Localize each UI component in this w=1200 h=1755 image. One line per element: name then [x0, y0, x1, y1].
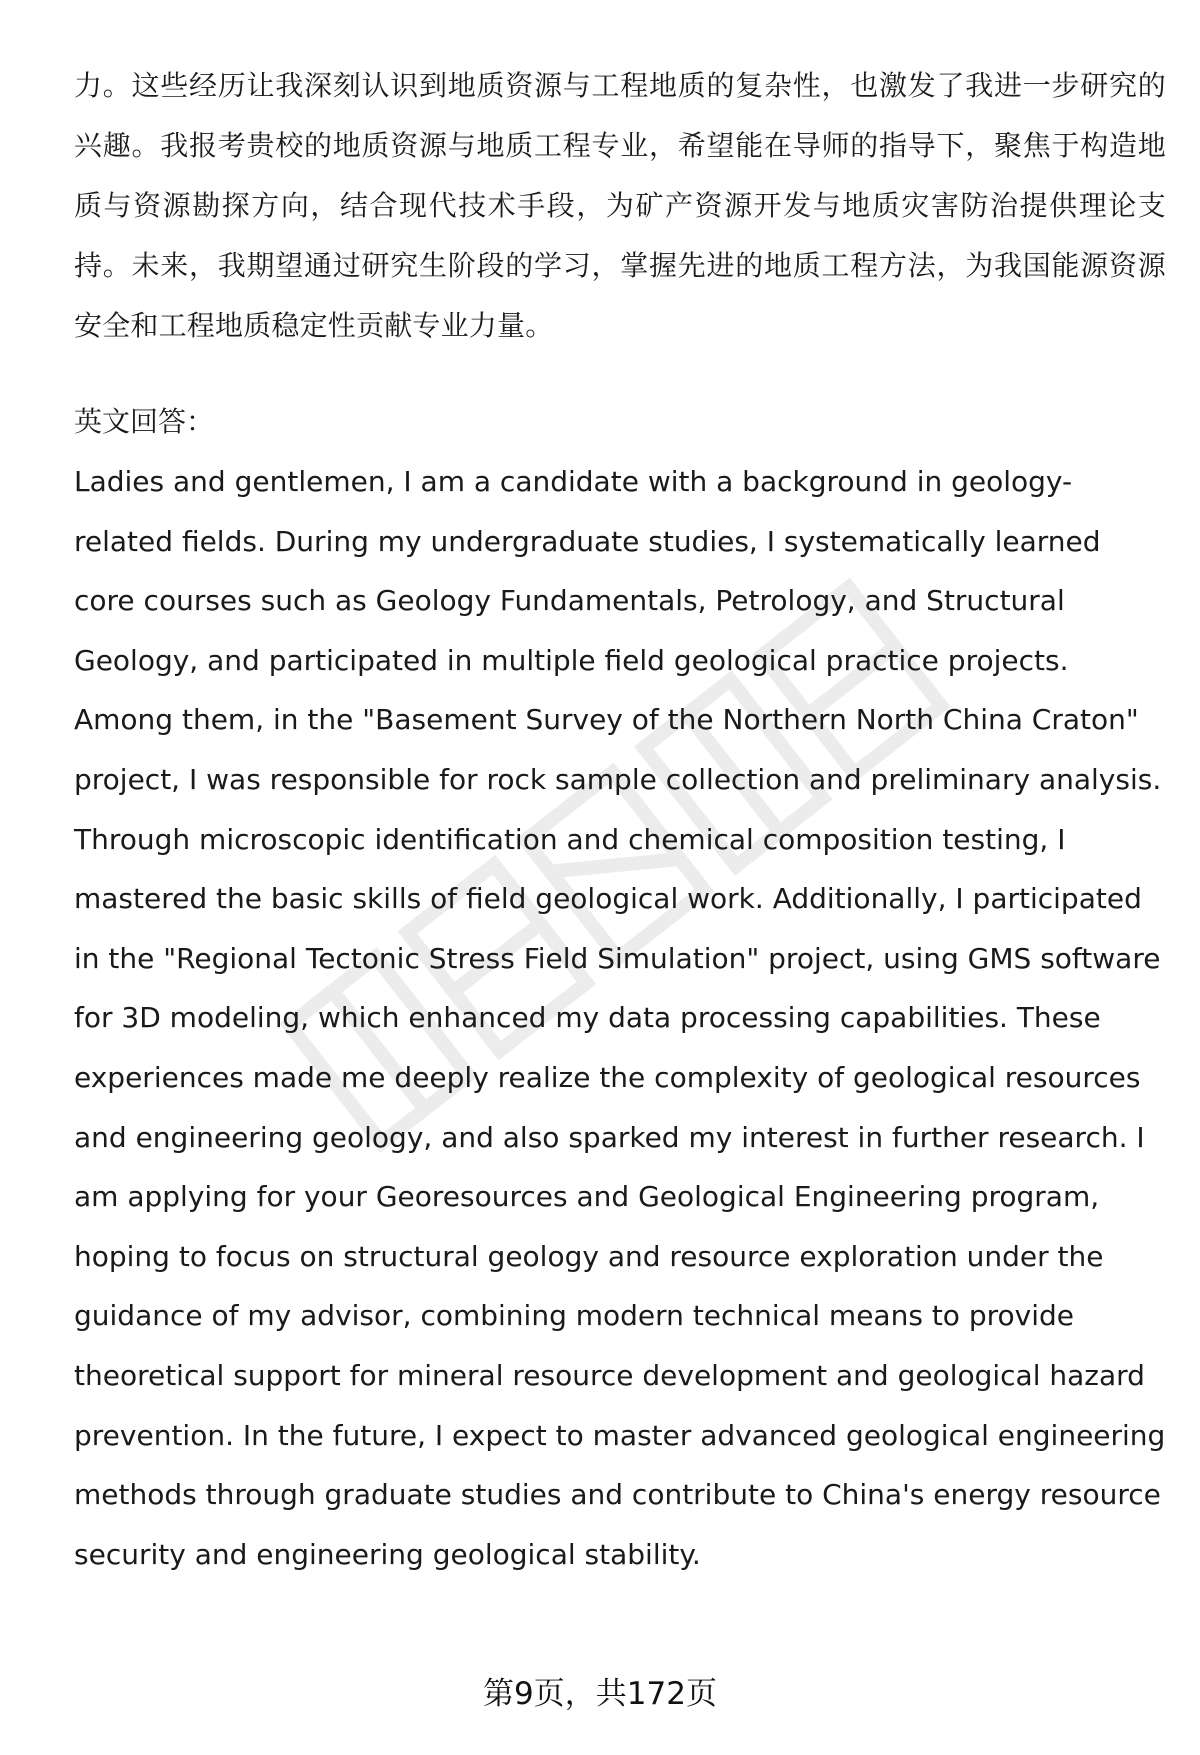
- english-answer-paragraph: Ladies and gentlemen, I am a candidate with a background in geology-related fields. During my undergraduate studies, I systematically learned core courses such as Geology Fundamentals, Petrology, and Structural Geology, and participated in multiple field geological practice projects. Among them, in the "Basement Survey of the Northern North China Craton" project, I was responsible for rock sample collection and preliminary analysis. Through microscopic identification and chemical composition testing, I mastered the basic skills of field geological work. Additionally, I participated in the "Regional Tectonic Stress Field Simulation" project, using GMS software for 3D modeling, which enhanced my data processing capabilities. These experiences made me deeply realize the complexity of geological resources and engineering geology, and also sparked my interest in further research. I am applying for your Georesources and Geological Engineering program, hoping to focus on structural geology and resource exploration under the guidance of my advisor, combining modern technical means to provide theoretical support for mineral resource development and geological hazard prevention. In the future, I expect to master advanced geological engineering methods through graduate studies and contribute to China's energy resource security and engineering geological stability.: [74, 465, 1166, 1571]
- chinese-answer-paragraph: 力。这些经历让我深刻认识到地质资源与工程地质的复杂性，也激发了我进一步研究的兴趣。我报考贵校的地质资源与地质工程专业，希望能在导师的指导下，聚焦于构造地质与资源勘探方向，结合现代技术手段，为矿产资源开发与地质灾害防治提供理论支持。未来，我期望通过研究生阶段的学习，掌握先进的地质工程方法，为我国能源资源安全和工程地质稳定性贡献专业力量。: [74, 69, 1166, 342]
- page-number-footer: 第9页，共172页: [483, 1676, 717, 1712]
- english-answer-label: 英文回答：: [74, 405, 215, 438]
- page-content: [74, 56, 1166, 1584]
